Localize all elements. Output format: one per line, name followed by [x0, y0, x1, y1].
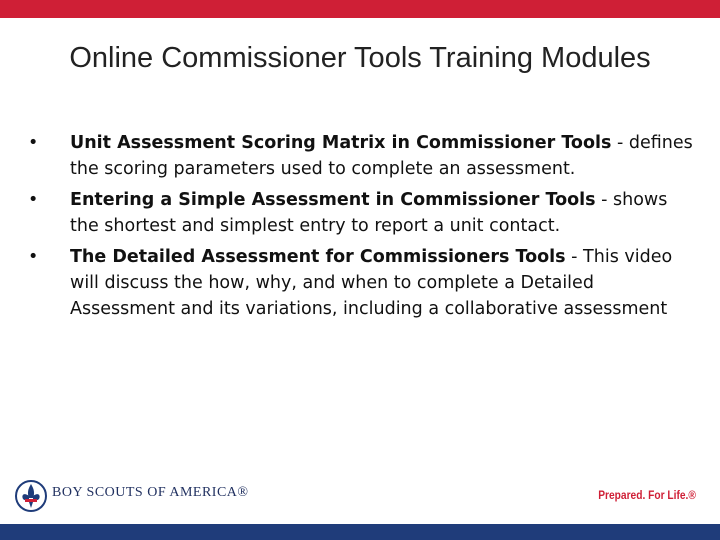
bullet-dot: • — [28, 133, 39, 153]
bullet-text: - defines the scoring parameters used to complete an assessment. — [70, 133, 693, 179]
bullet-dot: • — [28, 190, 39, 210]
bullet-dot: • — [28, 247, 39, 267]
bullet-item — [26, 130, 696, 182]
org-name: BOY SCOUTS OF AMERICA® — [52, 485, 249, 500]
bullet-item — [26, 244, 696, 322]
bullet-item — [26, 187, 696, 239]
top-accent-bar — [0, 0, 720, 18]
tagline: Prepared. For Life.® — [598, 488, 696, 502]
bullet-text: - This video will discuss the how, why, and when to complete a Detailed Assessment and its variations, including a collaborative assessment — [70, 247, 673, 319]
bullet-list — [26, 130, 696, 327]
bullet-text: - shows the shortest and simplest entry to report a unit contact. — [70, 190, 668, 236]
bsa-fleur-de-lis-icon — [14, 478, 48, 514]
slide-title: Online Commissioner Tools Training Modules — [69, 42, 651, 74]
bullet-bold-text: Unit Assessment Scoring Matrix in Commissioner Tools — [70, 133, 612, 153]
bottom-accent-bar — [0, 524, 720, 540]
bullet-bold-text: Entering a Simple Assessment in Commissioner Tools — [70, 190, 596, 210]
bullet-bold-text: The Detailed Assessment for Commissioners Tools — [70, 247, 566, 267]
